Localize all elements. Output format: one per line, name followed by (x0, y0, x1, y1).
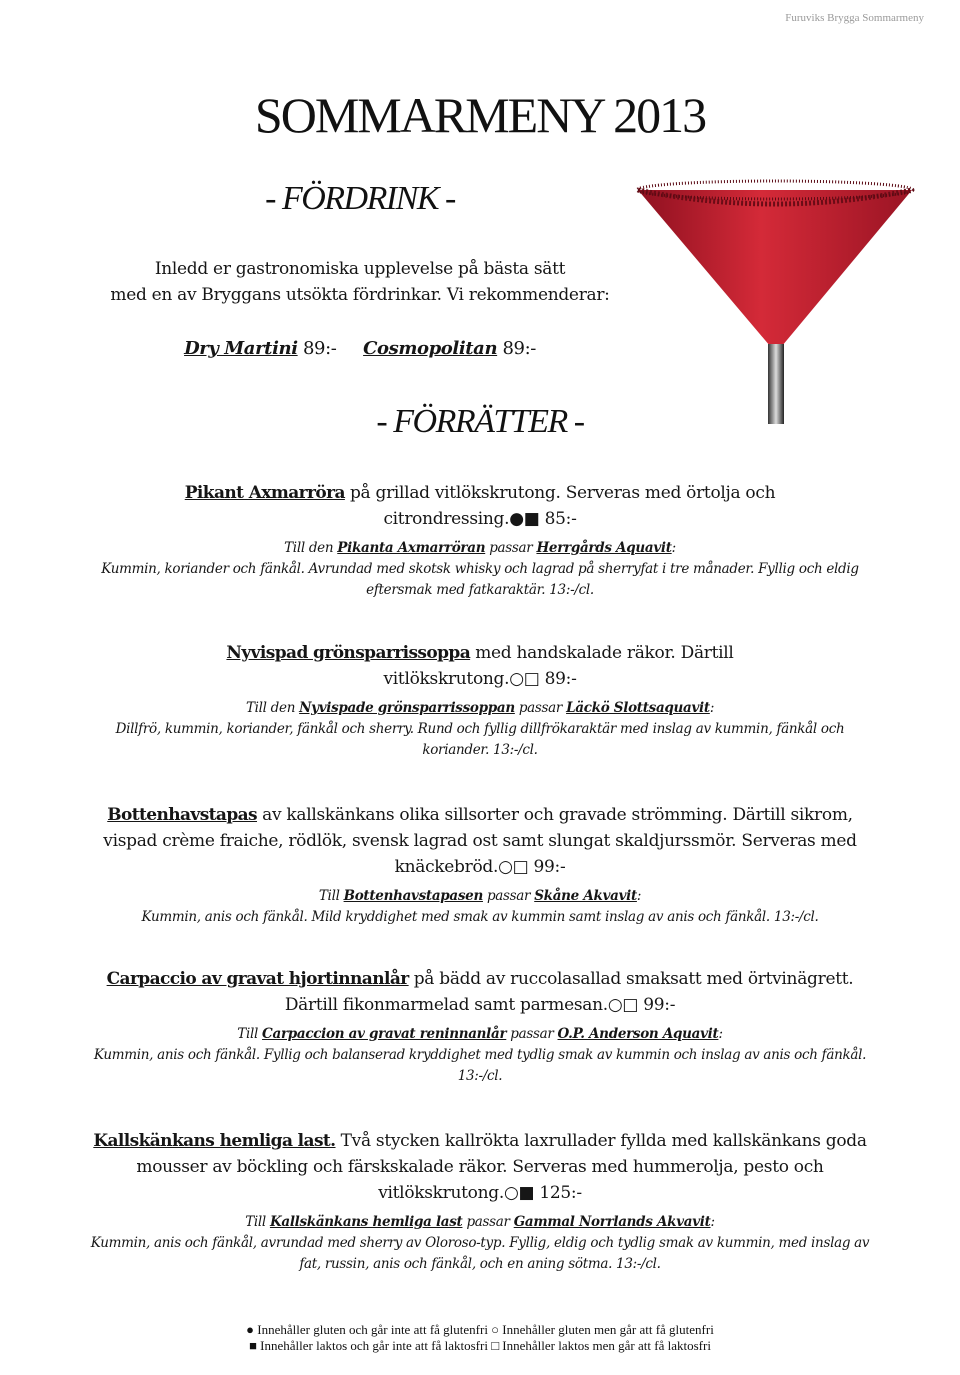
pairing-description: Kummin, koriander och fänkål. Avrundad med skotsk whisky och lagrad på sherryfat i tre månader. Fyllig och eldig eftersmak med fatkaraktär. 13:-/cl. (101, 561, 859, 598)
header-note: Furuviks Brygga Sommarmeny (785, 12, 924, 24)
drink-recommendations (60, 338, 660, 359)
drink-name: Dry Martini (184, 338, 298, 359)
pairing-mid: passar (506, 1026, 558, 1042)
menu-item (90, 1128, 870, 1275)
dish-price: 99:- (533, 857, 566, 877)
dish-price: 85:- (544, 509, 577, 529)
menu-item (90, 802, 870, 928)
intro-line: Inledd er gastronomiska upplevelse på bästa sätt (154, 259, 566, 279)
intro-line: med en av Bryggans utsökta fördrinkar. Vi rekommenderar: (110, 285, 610, 305)
dish-name: Pikant Axmarröra (184, 483, 345, 503)
pairing-description: Kummin, anis och fänkål. Mild kryddighet med smak av kummin samt inslag av anis och fänkål. 13:-/cl. (141, 909, 819, 925)
pairing-description: Kummin, anis och fänkål, avrundad med sherry av Oloroso-typ. Fyllig, eldig och tydlig smak av kummin, med inslag av fat, russin, anis och fänkål, och en aning sötma. 13:-/cl. (90, 1235, 870, 1272)
pairing-colon: : (709, 700, 715, 716)
allergen-symbols: ○■ (503, 1183, 535, 1203)
allergen-symbols: ○□ (498, 857, 529, 877)
pairing-mid: passar (514, 700, 567, 716)
dish-name: Nyvispad grönsparrissoppa (226, 643, 471, 663)
drink-price: 89:- (302, 338, 337, 359)
dish-name: Kallskänkans hemliga last. (93, 1131, 336, 1151)
pairing-colon: : (636, 888, 642, 904)
dish-price: 89:- (544, 669, 577, 689)
pairing-prefix: Till den (284, 540, 338, 556)
pairing-colon: : (671, 540, 676, 556)
dish-description: av kallskänkans olika sillsorter och gravade strömming. Därtill sikrom, vispad crème fraiche, rödlök, svensk lagrad ost samt slungat skaldjurssmör. Serveras med knäckebröd. (103, 805, 857, 877)
legend-gluten: ● Innehåller gluten och går inte att få glutenfri ○ Innehåller gluten men går att få glutenfri (246, 1322, 714, 1337)
pairing-prefix: Till den (245, 700, 300, 716)
allergen-symbols: ●■ (509, 509, 540, 529)
cocktail-glass-illustration (630, 178, 920, 428)
allergen-legend (0, 1322, 960, 1354)
dish-name: Bottenhavstapas (107, 805, 258, 825)
legend-lactose: ■ Innehåller laktos och går inte att få laktosfri □ Innehåller laktos men går att få laktosfri (249, 1338, 711, 1353)
dish-price: 99:- (643, 995, 676, 1015)
pairing-dish: Bottenhavstapasen (343, 888, 483, 904)
pairing-drink: Skåne Akvavit (534, 888, 637, 904)
page-title: SOMMARMENY 2013 (254, 87, 706, 143)
pairing-dish: Pikanta Axmarröran (337, 540, 486, 556)
allergen-symbols: ○□ (509, 669, 540, 689)
pairing-dish: Carpaccion av gravat reninnanlår (262, 1026, 507, 1042)
dish-description: med handskalade räkor. Därtill vitlökskrutong. (383, 643, 734, 689)
pairing-mid: passar (482, 888, 535, 904)
fordrink-heading: - FÖRDRINK - (265, 180, 455, 217)
pairing-mid: passar (462, 1214, 514, 1230)
allergen-symbols: ○□ (607, 995, 639, 1015)
dish-description: Två stycken kallrökta laxrullader fyllda med kallskänkans goda mousser av böckling och färskskalade räkor. Serveras med hummerolja, pesto och vitlökskrutong. (136, 1131, 867, 1203)
pairing-description: Kummin, anis och fänkål. Fyllig och balanserad kryddighet med tydlig smak av kummin och inslag av anis och fänkål. 13:-/cl. (93, 1047, 867, 1084)
pairing-drink: O.P. Anderson Aquavit (557, 1026, 719, 1042)
dish-description: på bädd av ruccolasallad smaksatt med örtvinägrett. Därtill fikonmarmelad samt parmesan. (284, 969, 854, 1015)
menu-item (101, 480, 859, 601)
pairing-mid: passar (485, 540, 537, 556)
menu-item (115, 640, 845, 761)
pairing-prefix: Till (318, 888, 344, 904)
pairing-description: Dillfrö, kummin, koriander, fänkål och sherry. Rund och fyllig dillfrökaraktär med inslag av kummin, fänkål och koriander. 13:-/cl. (115, 721, 845, 758)
pairing-drink: Gammal Norrlands Akvavit (513, 1214, 711, 1230)
pairing-colon: : (710, 1214, 715, 1230)
pairing-prefix: Till (237, 1026, 263, 1042)
pairing-drink: Herrgårds Aquavit (536, 540, 672, 556)
dish-description: på grillad vitlökskrutong. Serveras med örtolja och citrondressing. (344, 483, 776, 529)
menu-item (90, 966, 870, 1087)
fordrink-intro (60, 256, 660, 308)
dish-name: Carpaccio av gravat hjortinnanlår (106, 969, 409, 989)
pairing-drink: Läckö Slottsaquavit (566, 700, 710, 716)
pairing-dish: Kallskänkans hemliga last (269, 1214, 463, 1230)
pairing-colon: : (718, 1026, 723, 1042)
pairing-prefix: Till (245, 1214, 270, 1230)
drink-price: 89:- (502, 338, 536, 359)
dish-price: 125:- (539, 1183, 582, 1203)
pairing-dish: Nyvispade grönsparrissoppan (299, 700, 515, 716)
drink-name: Cosmopolitan (363, 338, 498, 359)
forratter-heading: - FÖRRÄTTER - (376, 403, 584, 440)
